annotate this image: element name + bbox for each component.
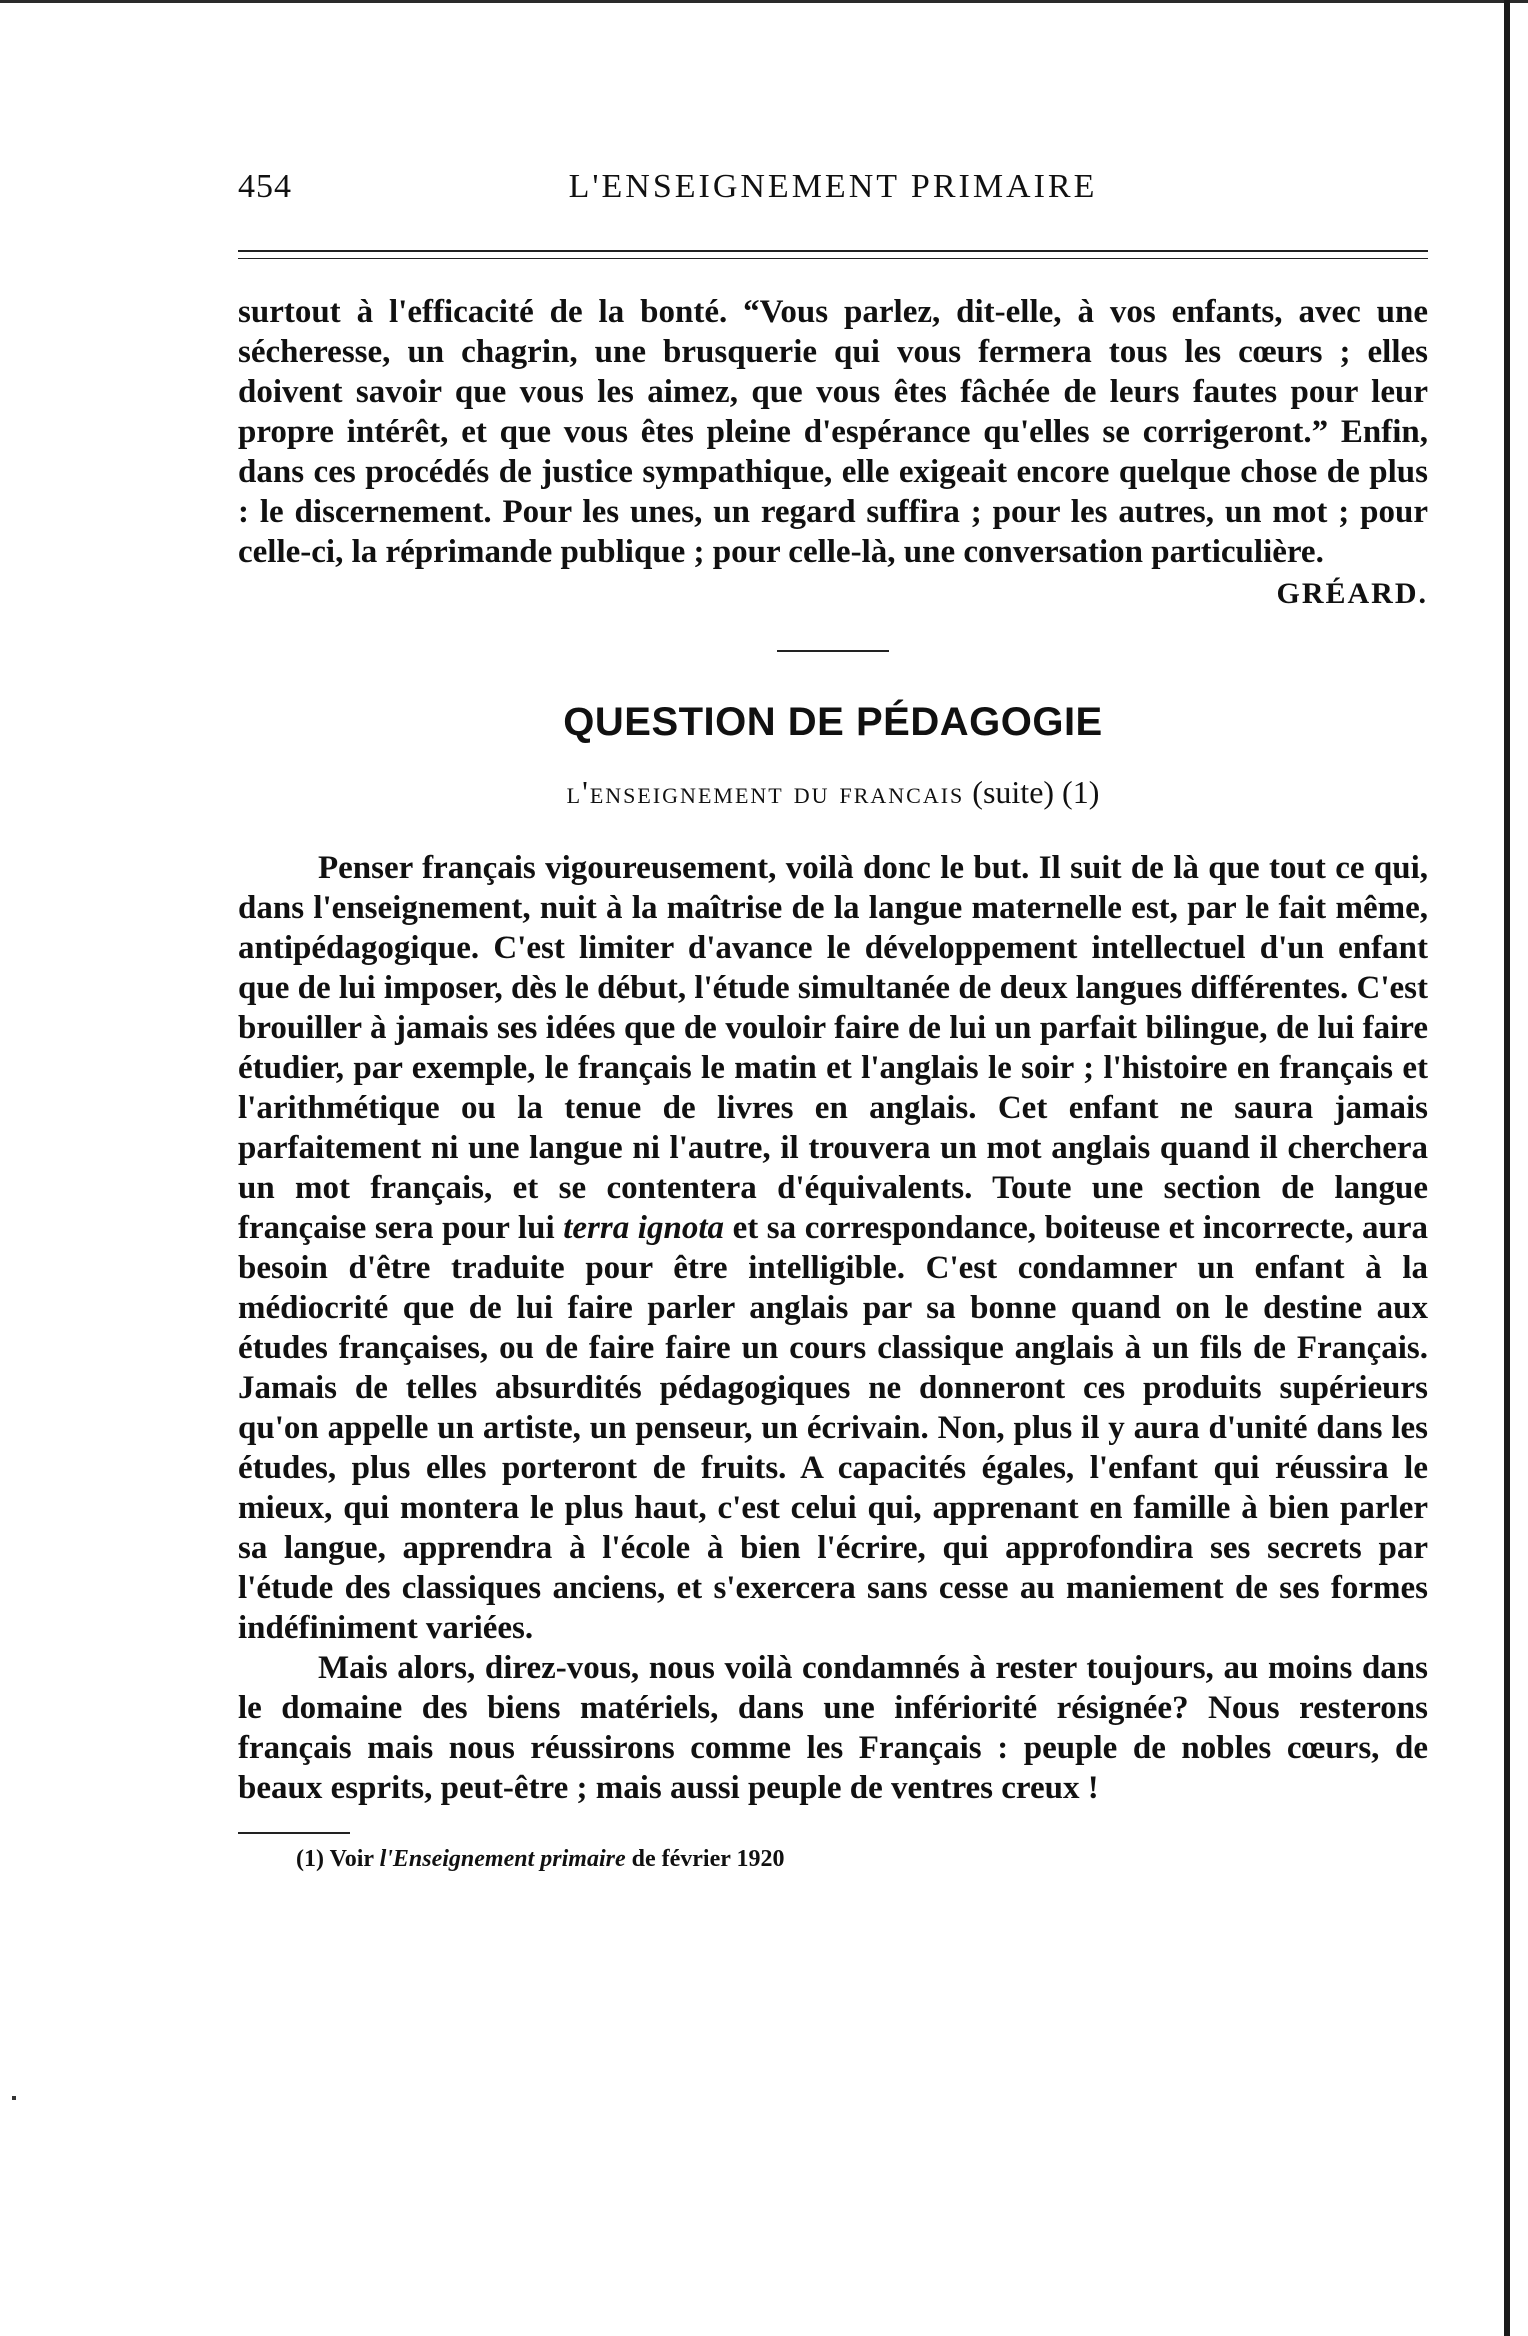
- article-paragraph-2: Mais alors, direz-vous, nous voilà condamnés à rester toujours, au moins dans le domaine des biens matériels, dans une infériorité résignée? Nous resterons français mais nous réussirons comme les Français : peuple de nobles cœurs, de beaux esprits, peut-être ; mais aussi peuple de ventres creux !: [238, 1650, 1428, 1806]
- section-subtitle-rest: (suite) (1): [972, 774, 1100, 810]
- article-paragraph-1-part-a: Penser français vigoureusement, voilà donc le but. Il suit de là que tout ce qui, dans l'enseignement, nuit à la maîtrise de la langue maternelle est, par le fait même, antipédagogique. C'est limiter d'avance le développement intellectuel d'un enfant que de lui imposer, dès le début, l'étude simultanée de deux langues différentes. C'est brouiller à jamais ses idées que de vouloir faire de lui un parfait bilingue, de lui faire étudier, par exemple, le français le matin et l'anglais le soir ; l'histoire en français et l'arithmétique ou la tenue de livres en anglais. Cet enfant ne saura jamais parfaitement ni une langue ni l'autre, il trouvera un mot anglais quand il cherchera un mot français, et se contentera d'équivalents. Toute une section de langue française sera pour lui: [238, 850, 1428, 1246]
- header-rule: [238, 250, 1428, 259]
- section-subtitle: [238, 772, 1428, 812]
- footnote-marker: (1): [296, 1846, 324, 1872]
- section-divider: [777, 650, 889, 652]
- article-paragraph-1-italic: terra ignota: [563, 1210, 724, 1246]
- footnote-rule: [238, 1832, 350, 1834]
- continuation-paragraph: surtout à l'efficacité de la bonté. “Vous parlez, dit-elle, à vos enfants, avec une sécheresse, un chagrin, une brusquerie qui vous fermera tous les cœurs ; elles doivent savoir que vous les aimez, que vous êtes fâchée de leurs fautes pour leur propre intérêt, et que vous êtes pleine d'espérance qu'elles se corrigeront.” Enfin, dans ces procédés de justice sympathique, elle exigeait encore quelque chose de plus : le discernement. Pour les unes, un regard suffira ; pour les autres, un mot ; pour celle-ci, la réprimande publique ; pour celle-là, une conversation particulière.: [238, 294, 1428, 570]
- article-paragraph-1: [238, 848, 1428, 1648]
- section-subtitle-caps: l'enseignement du francais: [566, 774, 965, 810]
- page-header: [238, 168, 1428, 220]
- footnote-italic: l'Enseignement primaire: [379, 1846, 626, 1872]
- footnote: [296, 1844, 1428, 1874]
- scan-right-edge: [1504, 0, 1510, 2336]
- article-paragraph-1-part-b: et sa correspondance, boiteuse et incorrecte, aura besoin d'être traduite pour être intelligible. C'est condamner un enfant à la médiocrité que de lui faire parler anglais par sa bonne quand on le destine aux études françaises, ou de faire faire un cours classique anglais à un fils de Français. Jamais de telles absurdités pédagogiques ne donneront ces produits supérieurs qu'on appelle un artiste, un penseur, un écrivain. Non, plus il y aura d'unité dans les études, plus elles porteront de fruits. A capacités égales, l'enfant qui réussira le mieux, qui montera le plus haut, c'est celui qui, apprenant en famille à bien parler sa langue, apprendra à l'école à bien l'écrire, qui approfondira ses secrets par l'étude des classiques anciens, et s'exercera sans cesse au maniement de ses formes indéfiniment variées.: [238, 1210, 1429, 1646]
- body-text: [238, 292, 1428, 1874]
- section-title: QUESTION DE PÉDAGOGIE: [563, 700, 1103, 744]
- footnote-text-b: de février 1920: [631, 1846, 785, 1872]
- footnote-text-a: Voir: [329, 1846, 374, 1872]
- page-number: 454: [238, 168, 292, 205]
- running-title: L'ENSEIGNEMENT PRIMAIRE: [568, 168, 1098, 205]
- author-signature: GRÉARD.: [1276, 577, 1428, 610]
- scan-speck: [12, 2096, 16, 2100]
- scan-top-edge: [0, 0, 1528, 3]
